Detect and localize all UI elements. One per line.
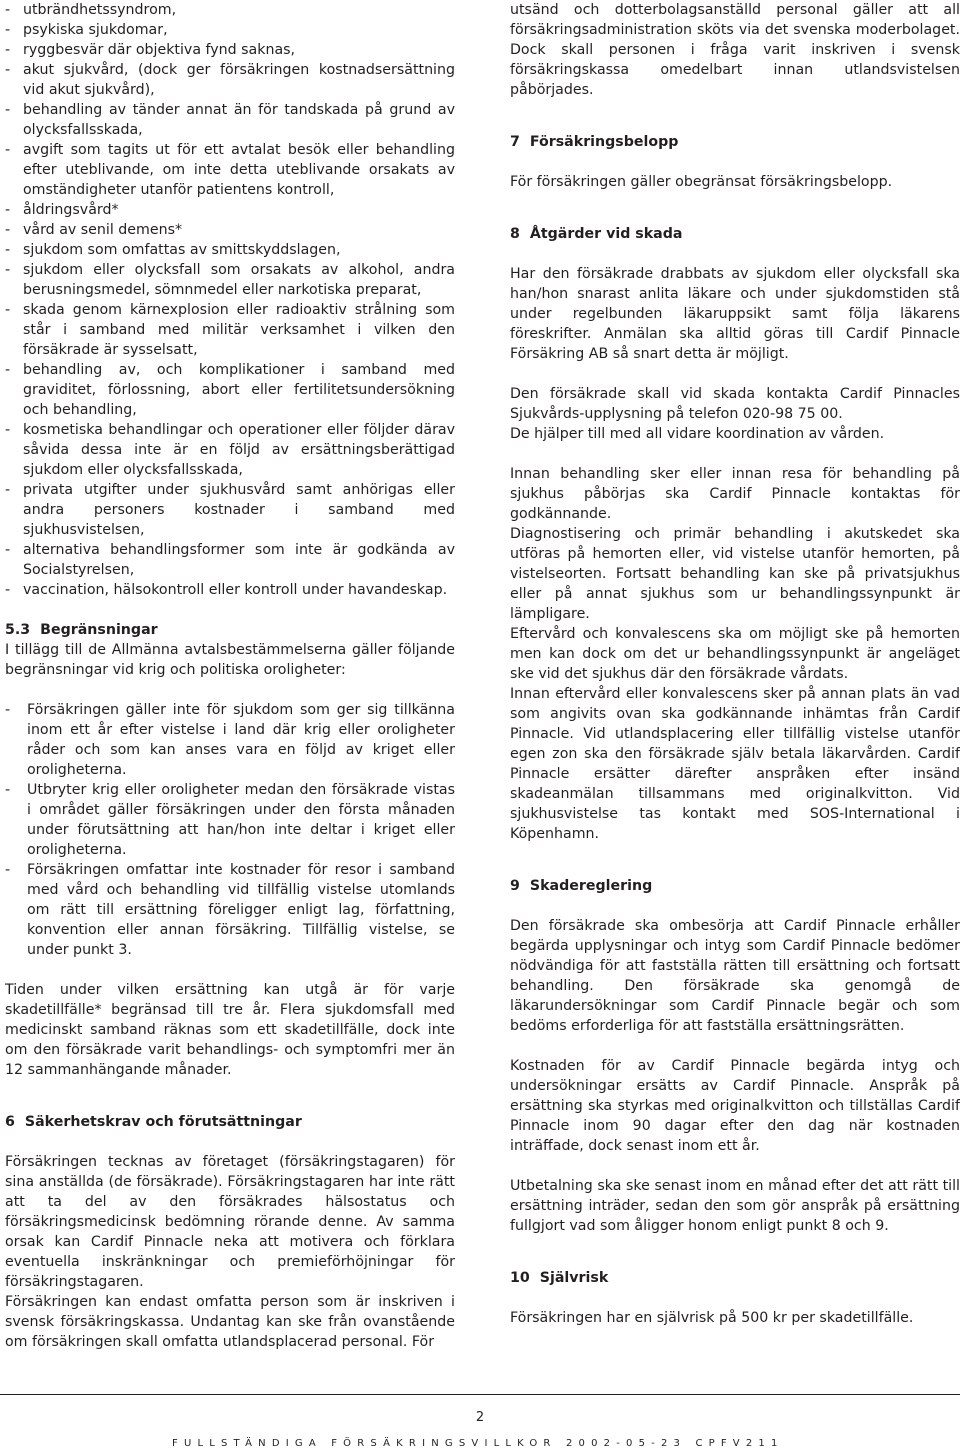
section-title: Självrisk bbox=[539, 1270, 609, 1286]
list-item: - akut sjukvård, (dock ger försäkringen kostnadsersättning vid akut sjukvård), bbox=[5, 60, 455, 100]
section-5-3-intro: I tillägg till de Allmänna avtalsbestämmelserna gäller följande begränsningar vid krig och politiska oroligheter: bbox=[5, 642, 455, 678]
section-5-3-heading bbox=[5, 620, 455, 640]
footer-document-id: FULLSTÄNDIGA FÖRSÄKRINGSVILLKOR 2002-05-23 CPFV211 bbox=[172, 1438, 784, 1449]
section-9-paragraph: Utbetalning ska ske senast inom en månad efter det att rätt till ersättning inträder, sedan den som gör anspråk på ersättning fullgjort vad som åligger honom enligt punkt 8 och 9. bbox=[510, 1178, 960, 1234]
section-10-heading bbox=[510, 1268, 960, 1288]
section-number: 5.3 bbox=[5, 622, 31, 638]
list-item: - Utbryter krig eller oroligheter medan den försäkrade vistas i området gäller försäkringen under den första månaden under förutsättning att han/hon inte deltar i kriget eller oroligheterna. bbox=[5, 780, 455, 860]
section-8-paragraph: Eftervård och konvalescens ska om möjligt ske på hemorten men kan dock om det ur behandlingssynpunkt är angeläget ske vid det sjukhus där den försäkrade vårdats. bbox=[510, 626, 960, 682]
section-9-paragraph: Kostnaden för av Cardif Pinnacle begärda intyg och undersökningar ersätts av Cardif Pinnacle. Anspråk på ersättning ska styrkas med originalkvitton och tillställas Cardif Pinnacle inom 90 dagar efter den dag när kostnaden inträffade, dock senast inom ett år. bbox=[510, 1058, 960, 1154]
list-item: - privata utgifter under sjukhusvård samt anhörigas eller andra personers kostnader i samband med sjukhusvistelsen, bbox=[5, 480, 455, 540]
section-title: Begränsningar bbox=[40, 622, 158, 638]
footer-divider bbox=[0, 1394, 960, 1395]
section-8-paragraph: Har den försäkrade drabbats av sjukdom eller olycksfall ska han/hon snarast anlita läkare och under sjukdomstiden stå under regelbunden läkaruppsikt samt följa läkarens föreskrifter. Anmälan ska alltid göras till Cardif Pinnacle Försäkring AB så snart detta är möjligt. bbox=[510, 266, 960, 362]
section-number: 9 bbox=[510, 878, 520, 894]
section-10-paragraph: Försäkringen har en självrisk på 500 kr per skadetillfälle. bbox=[510, 1310, 914, 1326]
list-item: - åldringsvård* bbox=[5, 200, 455, 220]
list-item: - skada genom kärnexplosion eller radioaktiv strålning som står i samband med militär verksamhet i vilken den försäkrade är sysselsatt, bbox=[5, 300, 455, 360]
right-column bbox=[510, 0, 960, 1328]
list-item: - sjukdom eller olycksfall som orsakats av alkohol, andra berusningsmedel, sömnmedel eller narkotiska preparat, bbox=[5, 260, 455, 300]
section-6-paragraph: Försäkringen kan endast omfatta person som är inskriven i svensk försäkringskassa. Undantag kan ske från ovanstående om försäkringen skall omfatta utlandsplacerad personal. För bbox=[5, 1294, 455, 1350]
section-title: Skadereglering bbox=[529, 878, 653, 894]
list-item: - Försäkringen omfattar inte kostnader för resor i samband med vård och behandling vid tillfällig vistelse utomlands om rätt till ersättning föreligger enligt lag, författning, konvention eller annan försäkring. Tillfällig vistelse, se under punkt 3. bbox=[5, 860, 455, 960]
list-item: - kosmetiska behandlingar och operationer eller följder därav såvida dessa inte är en följd av ersättningsberättigad sjukdom eller olycksfallsskada, bbox=[5, 420, 455, 480]
section-7-heading bbox=[510, 132, 960, 152]
war-limitations-list bbox=[5, 700, 455, 960]
section-8-paragraph: Den försäkrade skall vid skada kontakta Cardif Pinnacles Sjukvårds-upplysning på telefon 020-98 75 00. bbox=[510, 386, 960, 422]
list-item: - vård av senil demens* bbox=[5, 220, 455, 240]
list-item: - avgift som tagits ut för ett avtalat besök eller behandling efter uteblivande, om inte detta uteblivande orsakats av omständigheter utanför patientens kontroll, bbox=[5, 140, 455, 200]
section-9-paragraph: Den försäkrade ska ombesörja att Cardif Pinnacle erhåller begärda upplysningar och intyg som Cardif Pinnacle bedömer nödvändiga för att fastställa rätten till ersättning och fortsatt behandling. Den försäkrade ska genomgå de läkarundersökningar som Cardif Pinnacle begär och som bedöms erforderliga för att fastställa ersättningsrätten. bbox=[510, 918, 960, 1034]
list-item: - behandling av tänder annat än för tandskada på grund av olycksfallsskada, bbox=[5, 100, 455, 140]
section-number: 10 bbox=[510, 1270, 530, 1286]
section-6-heading bbox=[5, 1112, 455, 1132]
section-title: Försäkringsbelopp bbox=[529, 134, 679, 150]
continuation-paragraph: utsänd och dotterbolagsanställd personal gäller att all försäkringsadministration sköts via det svenska moderbolaget. Dock skall personen i fråga varit inskriven i svensk försäkringskassa omedelbart innan utlandsvistelsen påbörjades. bbox=[510, 2, 960, 98]
section-number: 6 bbox=[5, 1114, 15, 1130]
list-item: - utbrändhetssyndrom, bbox=[5, 0, 455, 20]
section-8-heading bbox=[510, 224, 960, 244]
section-number: 8 bbox=[510, 226, 520, 242]
list-item: - psykiska sjukdomar, bbox=[5, 20, 455, 40]
list-item: - alternativa behandlingsformer som inte är godkända av Socialstyrelsen, bbox=[5, 540, 455, 580]
section-8-paragraph: Diagnostisering och primär behandling i akutskedet ska utföras på hemorten eller, vid vistelse utanför hemorten, på vistelseorten. Fortsatt behandling kan ske på privatsjukhus eller på annat sjukhus som ur behandlingssynpunkt är lämpligare. bbox=[510, 526, 960, 622]
section-8-paragraph: Innan behandling sker eller innan resa för behandling på sjukhus påbörjas ska Cardif Pinnacle kontaktas för godkännande. bbox=[510, 466, 960, 522]
section-number: 7 bbox=[510, 134, 520, 150]
list-item: - Försäkringen gäller inte för sjukdom som ger sig tillkänna inom ett år efter vistelse i land där krig eller oroligheter råder och som kan anses vara en följd av kriget eller oroligheterna. bbox=[5, 700, 455, 780]
section-6-paragraph: Försäkringen tecknas av företaget (försäkringstagaren) för sina anställda (de försäkrade). Försäkringstagaren har inte rätt att ta del av den försäkrades hälsostatus och försäkringsmedicinsk bedömning rörande denne. Av samma orsak kan Cardif Pinnacle neka att motivera och förklara eventuella inskränkningar och premieförhöjningar för försäkringstagaren. bbox=[5, 1154, 455, 1290]
section-8-paragraph: Innan eftervård eller konvalescens sker på annan plats än vad som angivits ovan ska godkännande inhämtas från Cardif Pinnacle. Vid utlandsplacering eller tillfällig vistelse utanför egen zon ska den försäkrade själv betala läkarvården. Cardif Pinnacle ersätter därefter anspråken efter insänd skadeanmälan tillsammans med originalkvitton. Vid sjukhusvistelse tas kontakt med SOS-International i Köpenhamn. bbox=[510, 686, 960, 842]
section-5-3-closing: Tiden under vilken ersättning kan utgå är för varje skadetillfälle* begränsad till tre år. Flera sjukdomsfall med medicinskt samband räknas som ett skadetillfälle, dock inte om den försäkrade varit behandlings- och symptomfri mer än 12 sammanhängande månader. bbox=[5, 982, 455, 1078]
section-title: Säkerhetskrav och förutsättningar bbox=[24, 1114, 302, 1130]
section-7-paragraph: För försäkringen gäller obegränsat försäkringsbelopp. bbox=[510, 174, 893, 190]
continued-exclusion-list bbox=[5, 0, 455, 600]
section-title: Åtgärder vid skada bbox=[529, 226, 683, 242]
left-column bbox=[5, 0, 455, 1352]
list-item: - behandling av, och komplikationer i samband med graviditet, förlossning, abort eller fertilitetsundersökning och behandling, bbox=[5, 360, 455, 420]
page-number: 2 bbox=[475, 1410, 485, 1425]
list-item: - sjukdom som omfattas av smittskyddslagen, bbox=[5, 240, 455, 260]
section-9-heading bbox=[510, 876, 960, 896]
section-8-paragraph: De hjälper till med all vidare koordination av vården. bbox=[510, 426, 885, 442]
list-item: - ryggbesvär där objektiva fynd saknas, bbox=[5, 40, 455, 60]
list-item: - vaccination, hälsokontroll eller kontroll under havandeskap. bbox=[5, 580, 455, 600]
